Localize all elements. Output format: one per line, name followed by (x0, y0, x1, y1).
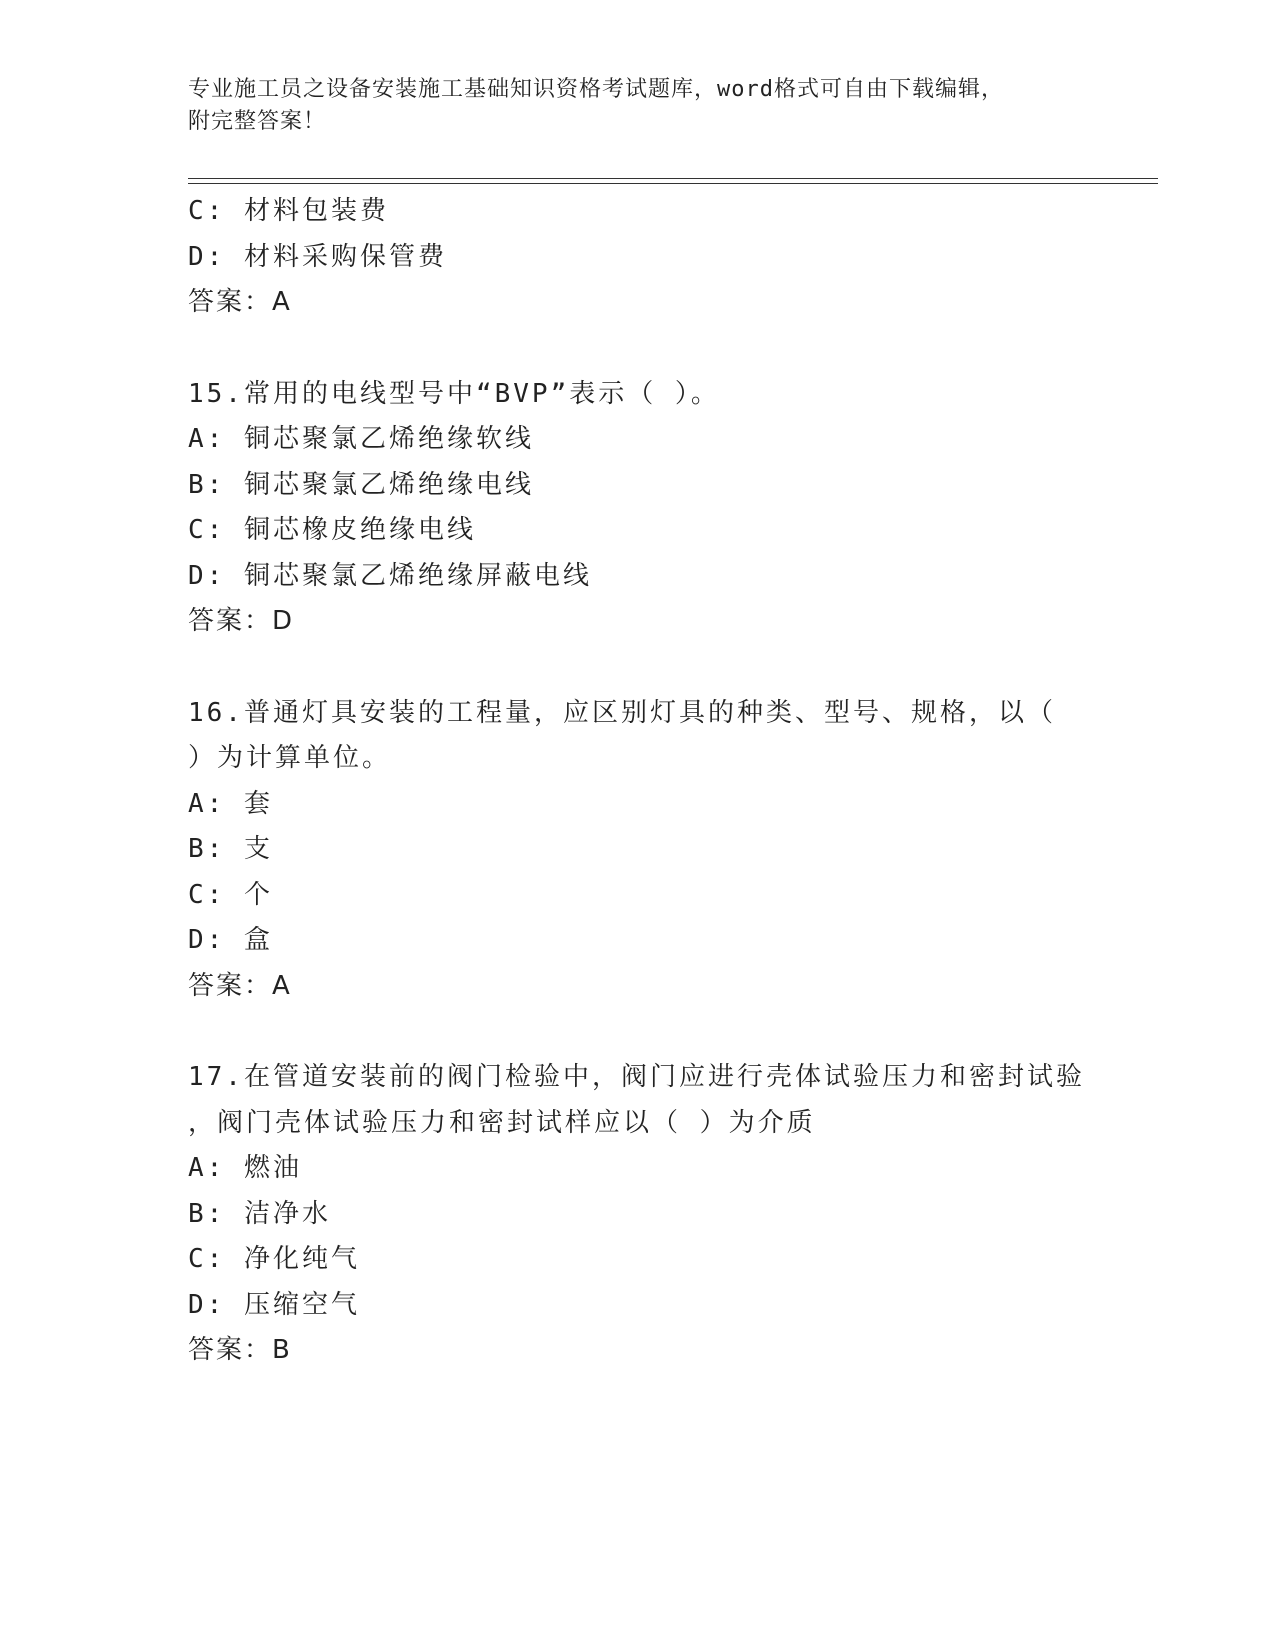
spacer (188, 326, 1088, 372)
question-block-16 (188, 691, 1088, 1010)
spacer (188, 1009, 1088, 1055)
question-stem: 15.常用的电线型号中“BVP”表示（ ）。 (188, 378, 720, 409)
question-list (188, 189, 1088, 1374)
option-c: C: 净化纯气 (188, 1244, 360, 1274)
spacer (188, 645, 1088, 691)
header-line-1: 专业施工员之设备安装施工基础知识资格考试题库，word格式可自由下载编辑， (188, 77, 1004, 102)
option-d: D: 盒 (188, 925, 273, 955)
option-b: B: 支 (188, 834, 273, 864)
option-a: A: 套 (188, 788, 273, 819)
question-stem-continued: ）为计算单位。 (188, 743, 392, 773)
document-header (188, 74, 1068, 138)
question-block-17 (188, 1055, 1088, 1374)
answer-line: 答案：A (188, 970, 292, 1001)
option-b: B: 铜芯聚氯乙烯绝缘电线 (188, 469, 534, 500)
question-block-14 (188, 189, 1088, 326)
question-block-15 (188, 372, 1088, 645)
question-stem: 16.普通灯具安装的工程量，应区别灯具的种类、型号、规格，以（ (188, 697, 1056, 728)
option-b: B: 洁净水 (188, 1198, 331, 1229)
option-c: C: 铜芯橡皮绝缘电线 (188, 515, 476, 545)
option-c: C: 个 (188, 879, 273, 910)
question-stem-continued: ，阀门壳体试验压力和密封试样应以（ ）为介质 (188, 1107, 816, 1138)
answer-line: 答案：D (188, 606, 295, 636)
option-c: C: 材料包装费 (188, 196, 389, 226)
option-a: A: 燃油 (188, 1153, 302, 1183)
answer-line: 答案：A (188, 287, 292, 317)
answer-line: 答案：B (188, 1335, 292, 1365)
header-divider-top (188, 178, 1158, 179)
header-divider-bottom (188, 183, 1158, 184)
header-line-2: 附完整答案！ (188, 109, 327, 134)
question-stem: 17.在管道安装前的阀门检验中，阀门应进行壳体试验压力和密封试验 (188, 1062, 1085, 1092)
option-d: D: 材料采购保管费 (188, 241, 447, 272)
option-a: A: 铜芯聚氯乙烯绝缘软线 (188, 424, 534, 454)
option-d: D: 铜芯聚氯乙烯绝缘屏蔽电线 (188, 560, 592, 591)
option-d: D: 压缩空气 (188, 1289, 360, 1320)
